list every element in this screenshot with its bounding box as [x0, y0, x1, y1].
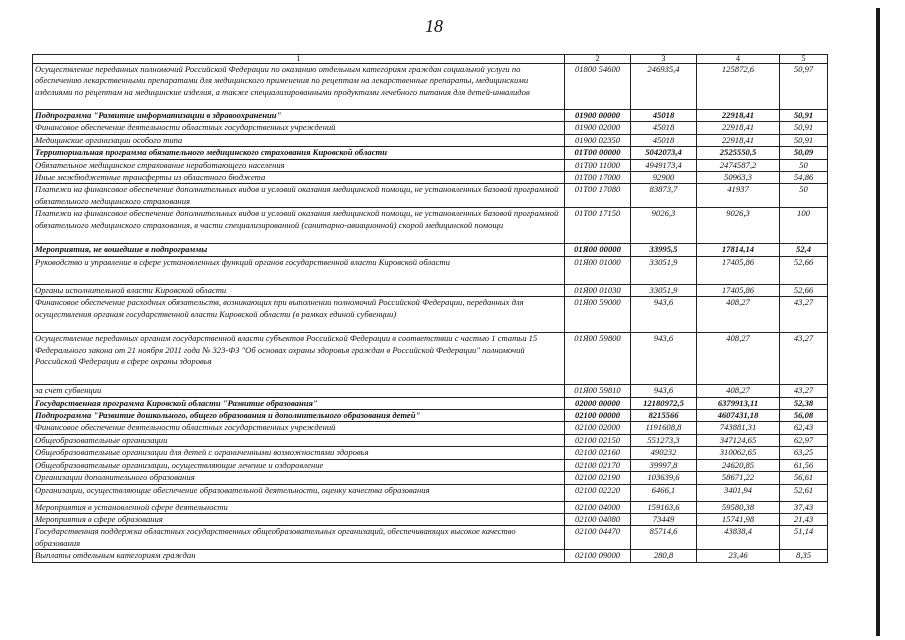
- table-row: [33, 410, 828, 422]
- row-actual-cell: 9026,3: [697, 208, 780, 244]
- row-percent-cell: 50,91: [780, 110, 828, 122]
- row-code-cell: 02100 02000: [565, 422, 631, 434]
- row-percent-cell: 50,91: [780, 134, 828, 146]
- header-cell-2: 2: [565, 55, 631, 64]
- table-row: [33, 256, 828, 284]
- scan-edge: [876, 8, 880, 636]
- row-code-cell: 02100 02150: [565, 434, 631, 446]
- row-plan-cell: 943,6: [631, 333, 697, 385]
- row-plan-cell: 6466,1: [631, 484, 697, 501]
- row-actual-cell: 41937: [697, 184, 780, 208]
- table-row: [33, 397, 828, 409]
- table-body: [33, 64, 828, 563]
- row-actual-cell: 17405,86: [697, 256, 780, 284]
- row-name-cell: Организации дополнительного образования: [33, 472, 565, 484]
- row-percent-cell: 43,27: [780, 385, 828, 397]
- row-plan-cell: 4949173,4: [631, 159, 697, 171]
- row-code-cell: 02100 02190: [565, 472, 631, 484]
- row-actual-cell: 17405,86: [697, 284, 780, 296]
- table-row: [33, 284, 828, 296]
- row-code-cell: 02100 00000: [565, 410, 631, 422]
- row-plan-cell: 5042073,4: [631, 147, 697, 159]
- row-name-cell: Общеобразовательные организации, осуществляющие лечение и оздоровление: [33, 459, 565, 471]
- row-actual-cell: 408,27: [697, 385, 780, 397]
- row-name-cell: Мероприятия в сфере образования: [33, 513, 565, 525]
- row-actual-cell: 50963,3: [697, 172, 780, 184]
- row-percent-cell: 50,09: [780, 147, 828, 159]
- row-name-cell: Руководство и управление в сфере установленных функций органов государственной власти Кировской области: [33, 256, 565, 284]
- row-plan-cell: 39997,8: [631, 459, 697, 471]
- row-percent-cell: 21,43: [780, 513, 828, 525]
- row-actual-cell: 3401,94: [697, 484, 780, 501]
- row-code-cell: 01900 00000: [565, 110, 631, 122]
- header-cell-4: 4: [697, 55, 780, 64]
- row-code-cell: 01Я00 59800: [565, 333, 631, 385]
- table-row: [33, 134, 828, 146]
- row-plan-cell: 33995,5: [631, 244, 697, 256]
- row-percent-cell: 52,4: [780, 244, 828, 256]
- row-code-cell: 01900 02000: [565, 122, 631, 134]
- row-plan-cell: 103639,6: [631, 472, 697, 484]
- row-percent-cell: 52,38: [780, 397, 828, 409]
- row-actual-cell: 24620,85: [697, 459, 780, 471]
- table-row: [33, 526, 828, 550]
- row-percent-cell: 61,56: [780, 459, 828, 471]
- row-percent-cell: 50: [780, 184, 828, 208]
- row-plan-cell: 33051,9: [631, 284, 697, 296]
- row-code-cell: 01Т00 11000: [565, 159, 631, 171]
- row-plan-cell: 45018: [631, 122, 697, 134]
- row-plan-cell: 73449: [631, 513, 697, 525]
- table-row: [33, 333, 828, 385]
- row-actual-cell: 6379913,11: [697, 397, 780, 409]
- row-name-cell: Подпрограмма "Развитие информатизации в здравоохранении": [33, 110, 565, 122]
- row-plan-cell: 280,8: [631, 550, 697, 562]
- table-row: [33, 110, 828, 122]
- row-actual-cell: 347124,65: [697, 434, 780, 446]
- table-row: [33, 122, 828, 134]
- row-plan-cell: 33051,9: [631, 256, 697, 284]
- table-row: [33, 172, 828, 184]
- row-name-cell: Мероприятия в установленной сфере деятельности: [33, 501, 565, 513]
- row-percent-cell: 63,25: [780, 447, 828, 459]
- row-name-cell: Осуществление переданных полномочий Российской Федерации по оказанию отдельным категориям граждан социальной услуги по обеспечению лекарственными препаратами для медицинского применения по рецептам на лекарственные препараты, медицинскими изделиями по рецептам на медицинские изделия, а также специализированными продуктами лечебного питания для детей-инвалидов: [33, 64, 565, 110]
- row-actual-cell: 310062,65: [697, 447, 780, 459]
- table-row: [33, 208, 828, 244]
- row-actual-cell: 59580,38: [697, 501, 780, 513]
- header-row: [33, 55, 828, 64]
- row-plan-cell: 45018: [631, 110, 697, 122]
- table-row: [33, 159, 828, 171]
- table-row: [33, 447, 828, 459]
- table-row: [33, 550, 828, 562]
- row-code-cell: 02100 02170: [565, 459, 631, 471]
- row-name-cell: Выплаты отдельным категориям граждан: [33, 550, 565, 562]
- row-actual-cell: 4607431,18: [697, 410, 780, 422]
- row-code-cell: 02100 04000: [565, 501, 631, 513]
- row-name-cell: Финансовое обеспечение деятельности областных государственных учреждений: [33, 122, 565, 134]
- row-percent-cell: 50: [780, 159, 828, 171]
- row-name-cell: Территориальная программа обязательного медицинского страхования Кировской области: [33, 147, 565, 159]
- row-actual-cell: 17814,14: [697, 244, 780, 256]
- row-percent-cell: 62,97: [780, 434, 828, 446]
- row-actual-cell: 22918,41: [697, 122, 780, 134]
- row-plan-cell: 92900: [631, 172, 697, 184]
- row-percent-cell: 52,61: [780, 484, 828, 501]
- row-name-cell: Органы исполнительной власти Кировской области: [33, 284, 565, 296]
- table-row: [33, 297, 828, 333]
- row-actual-cell: 408,27: [697, 333, 780, 385]
- row-code-cell: 01Т00 00000: [565, 147, 631, 159]
- row-plan-cell: 9026,3: [631, 208, 697, 244]
- row-percent-cell: 50,97: [780, 64, 828, 110]
- row-code-cell: 01Т00 17000: [565, 172, 631, 184]
- row-plan-cell: 943,6: [631, 385, 697, 397]
- table-row: [33, 434, 828, 446]
- row-percent-cell: 100: [780, 208, 828, 244]
- row-percent-cell: 54,86: [780, 172, 828, 184]
- row-actual-cell: 58671,22: [697, 472, 780, 484]
- table-row: [33, 484, 828, 501]
- row-percent-cell: 50,91: [780, 122, 828, 134]
- row-percent-cell: 62,43: [780, 422, 828, 434]
- row-name-cell: Финансовое обеспечение деятельности областных государственных учреждений: [33, 422, 565, 434]
- row-name-cell: Медицинские организации особого типа: [33, 134, 565, 146]
- row-code-cell: 01Я00 59000: [565, 297, 631, 333]
- header-cell-1: 1: [33, 55, 565, 64]
- table-row: [33, 459, 828, 471]
- row-name-cell: Обязательное медицинское страхование неработающего населения: [33, 159, 565, 171]
- row-plan-cell: 8215566: [631, 410, 697, 422]
- table-row: [33, 147, 828, 159]
- row-plan-cell: 943,6: [631, 297, 697, 333]
- header-cell-3: 3: [631, 55, 697, 64]
- row-code-cell: 02100 02220: [565, 484, 631, 501]
- row-name-cell: Платежи на финансовое обеспечение дополнительных видов и условий оказания медицинской помощи, не установленных базовой программой обязательного медицинского страхования, в части специализированной (санитарно-авиационной) скорой медицинской помощи: [33, 208, 565, 244]
- budget-table: [32, 54, 828, 563]
- table-row: [33, 472, 828, 484]
- table-row: [33, 184, 828, 208]
- row-percent-cell: 51,14: [780, 526, 828, 550]
- row-actual-cell: 22918,41: [697, 110, 780, 122]
- row-code-cell: 01Я00 59810: [565, 385, 631, 397]
- row-plan-cell: 246935,4: [631, 64, 697, 110]
- row-code-cell: 01Т00 17080: [565, 184, 631, 208]
- row-actual-cell: 23,46: [697, 550, 780, 562]
- row-code-cell: 01Я00 01000: [565, 256, 631, 284]
- row-name-cell: за счет субвенции: [33, 385, 565, 397]
- row-name-cell: Организации, осуществляющие обеспечение образовательной деятельности, оценку качества образования: [33, 484, 565, 501]
- row-percent-cell: 52,66: [780, 256, 828, 284]
- row-actual-cell: 2525550,5: [697, 147, 780, 159]
- row-name-cell: Иные межбюджетные трансферты из областного бюджета: [33, 172, 565, 184]
- table-row: [33, 385, 828, 397]
- row-code-cell: 01800 54600: [565, 64, 631, 110]
- row-actual-cell: 743881,31: [697, 422, 780, 434]
- row-plan-cell: 490232: [631, 447, 697, 459]
- row-actual-cell: 2474587,2: [697, 159, 780, 171]
- row-plan-cell: 12180972,5: [631, 397, 697, 409]
- row-code-cell: 02100 09000: [565, 550, 631, 562]
- row-name-cell: Финансовое обеспечение расходных обязательств, возникающих при выполнении полномочий Российской Федерации, переданных для осуществления органам государственной власти Кировской области (в рамках единой субвенции): [33, 297, 565, 333]
- row-actual-cell: 125872,6: [697, 64, 780, 110]
- header-cell-5: 5: [780, 55, 828, 64]
- row-code-cell: 01Я00 00000: [565, 244, 631, 256]
- row-plan-cell: 159163,6: [631, 501, 697, 513]
- row-code-cell: 01Я00 01030: [565, 284, 631, 296]
- row-name-cell: Общеобразовательные организации для детей с ограниченными возможностями здоровья: [33, 447, 565, 459]
- table-row: [33, 64, 828, 110]
- row-percent-cell: 52,66: [780, 284, 828, 296]
- row-name-cell: Общеобразовательные организации: [33, 434, 565, 446]
- row-name-cell: Осуществление переданных органам государственной власти субъектов Российской Федерации в соответствии с частью 1 статьи 15 Федерального закона от 21 ноября 2011 года № 323-ФЗ "Об основах охраны здоровья граждан в Российской Федерации" полномочий Российской Федерации в сфере охраны здоровья: [33, 333, 565, 385]
- row-actual-cell: 43838,4: [697, 526, 780, 550]
- row-code-cell: 01Т00 17150: [565, 208, 631, 244]
- row-actual-cell: 22918,41: [697, 134, 780, 146]
- row-plan-cell: 1191608,8: [631, 422, 697, 434]
- table-row: [33, 244, 828, 256]
- row-name-cell: Государственная поддержка областных государственных общеобразовательных организаций, обеспечивающих высокое качество образования: [33, 526, 565, 550]
- page-number: 18: [425, 16, 443, 36]
- row-code-cell: 02100 02160: [565, 447, 631, 459]
- row-percent-cell: 37,43: [780, 501, 828, 513]
- row-code-cell: 02100 04470: [565, 526, 631, 550]
- row-plan-cell: 45018: [631, 134, 697, 146]
- row-actual-cell: 15741,98: [697, 513, 780, 525]
- row-percent-cell: 43,27: [780, 297, 828, 333]
- row-percent-cell: 56,61: [780, 472, 828, 484]
- row-percent-cell: 43,27: [780, 333, 828, 385]
- row-percent-cell: 56,08: [780, 410, 828, 422]
- row-name-cell: Мероприятия, не вошедшие в подпрограммы: [33, 244, 565, 256]
- row-code-cell: 02000 00000: [565, 397, 631, 409]
- row-name-cell: Платежи на финансовое обеспечение дополнительных видов и условий оказания медицинской помощи, не установленных базовой программой обязательного медицинского страхования: [33, 184, 565, 208]
- table-row: [33, 501, 828, 513]
- row-plan-cell: 85714,6: [631, 526, 697, 550]
- row-plan-cell: 83873,7: [631, 184, 697, 208]
- table-row: [33, 422, 828, 434]
- row-percent-cell: 8,35: [780, 550, 828, 562]
- row-actual-cell: 408,27: [697, 297, 780, 333]
- row-plan-cell: 551273,3: [631, 434, 697, 446]
- table-row: [33, 513, 828, 525]
- row-code-cell: 01900 02350: [565, 134, 631, 146]
- row-name-cell: Государственная программа Кировской области "Развитие образования": [33, 397, 565, 409]
- row-code-cell: 02100 04080: [565, 513, 631, 525]
- row-name-cell: Подпрограмма "Развитие дошкольного, общего образования и дополнительного образования детей": [33, 410, 565, 422]
